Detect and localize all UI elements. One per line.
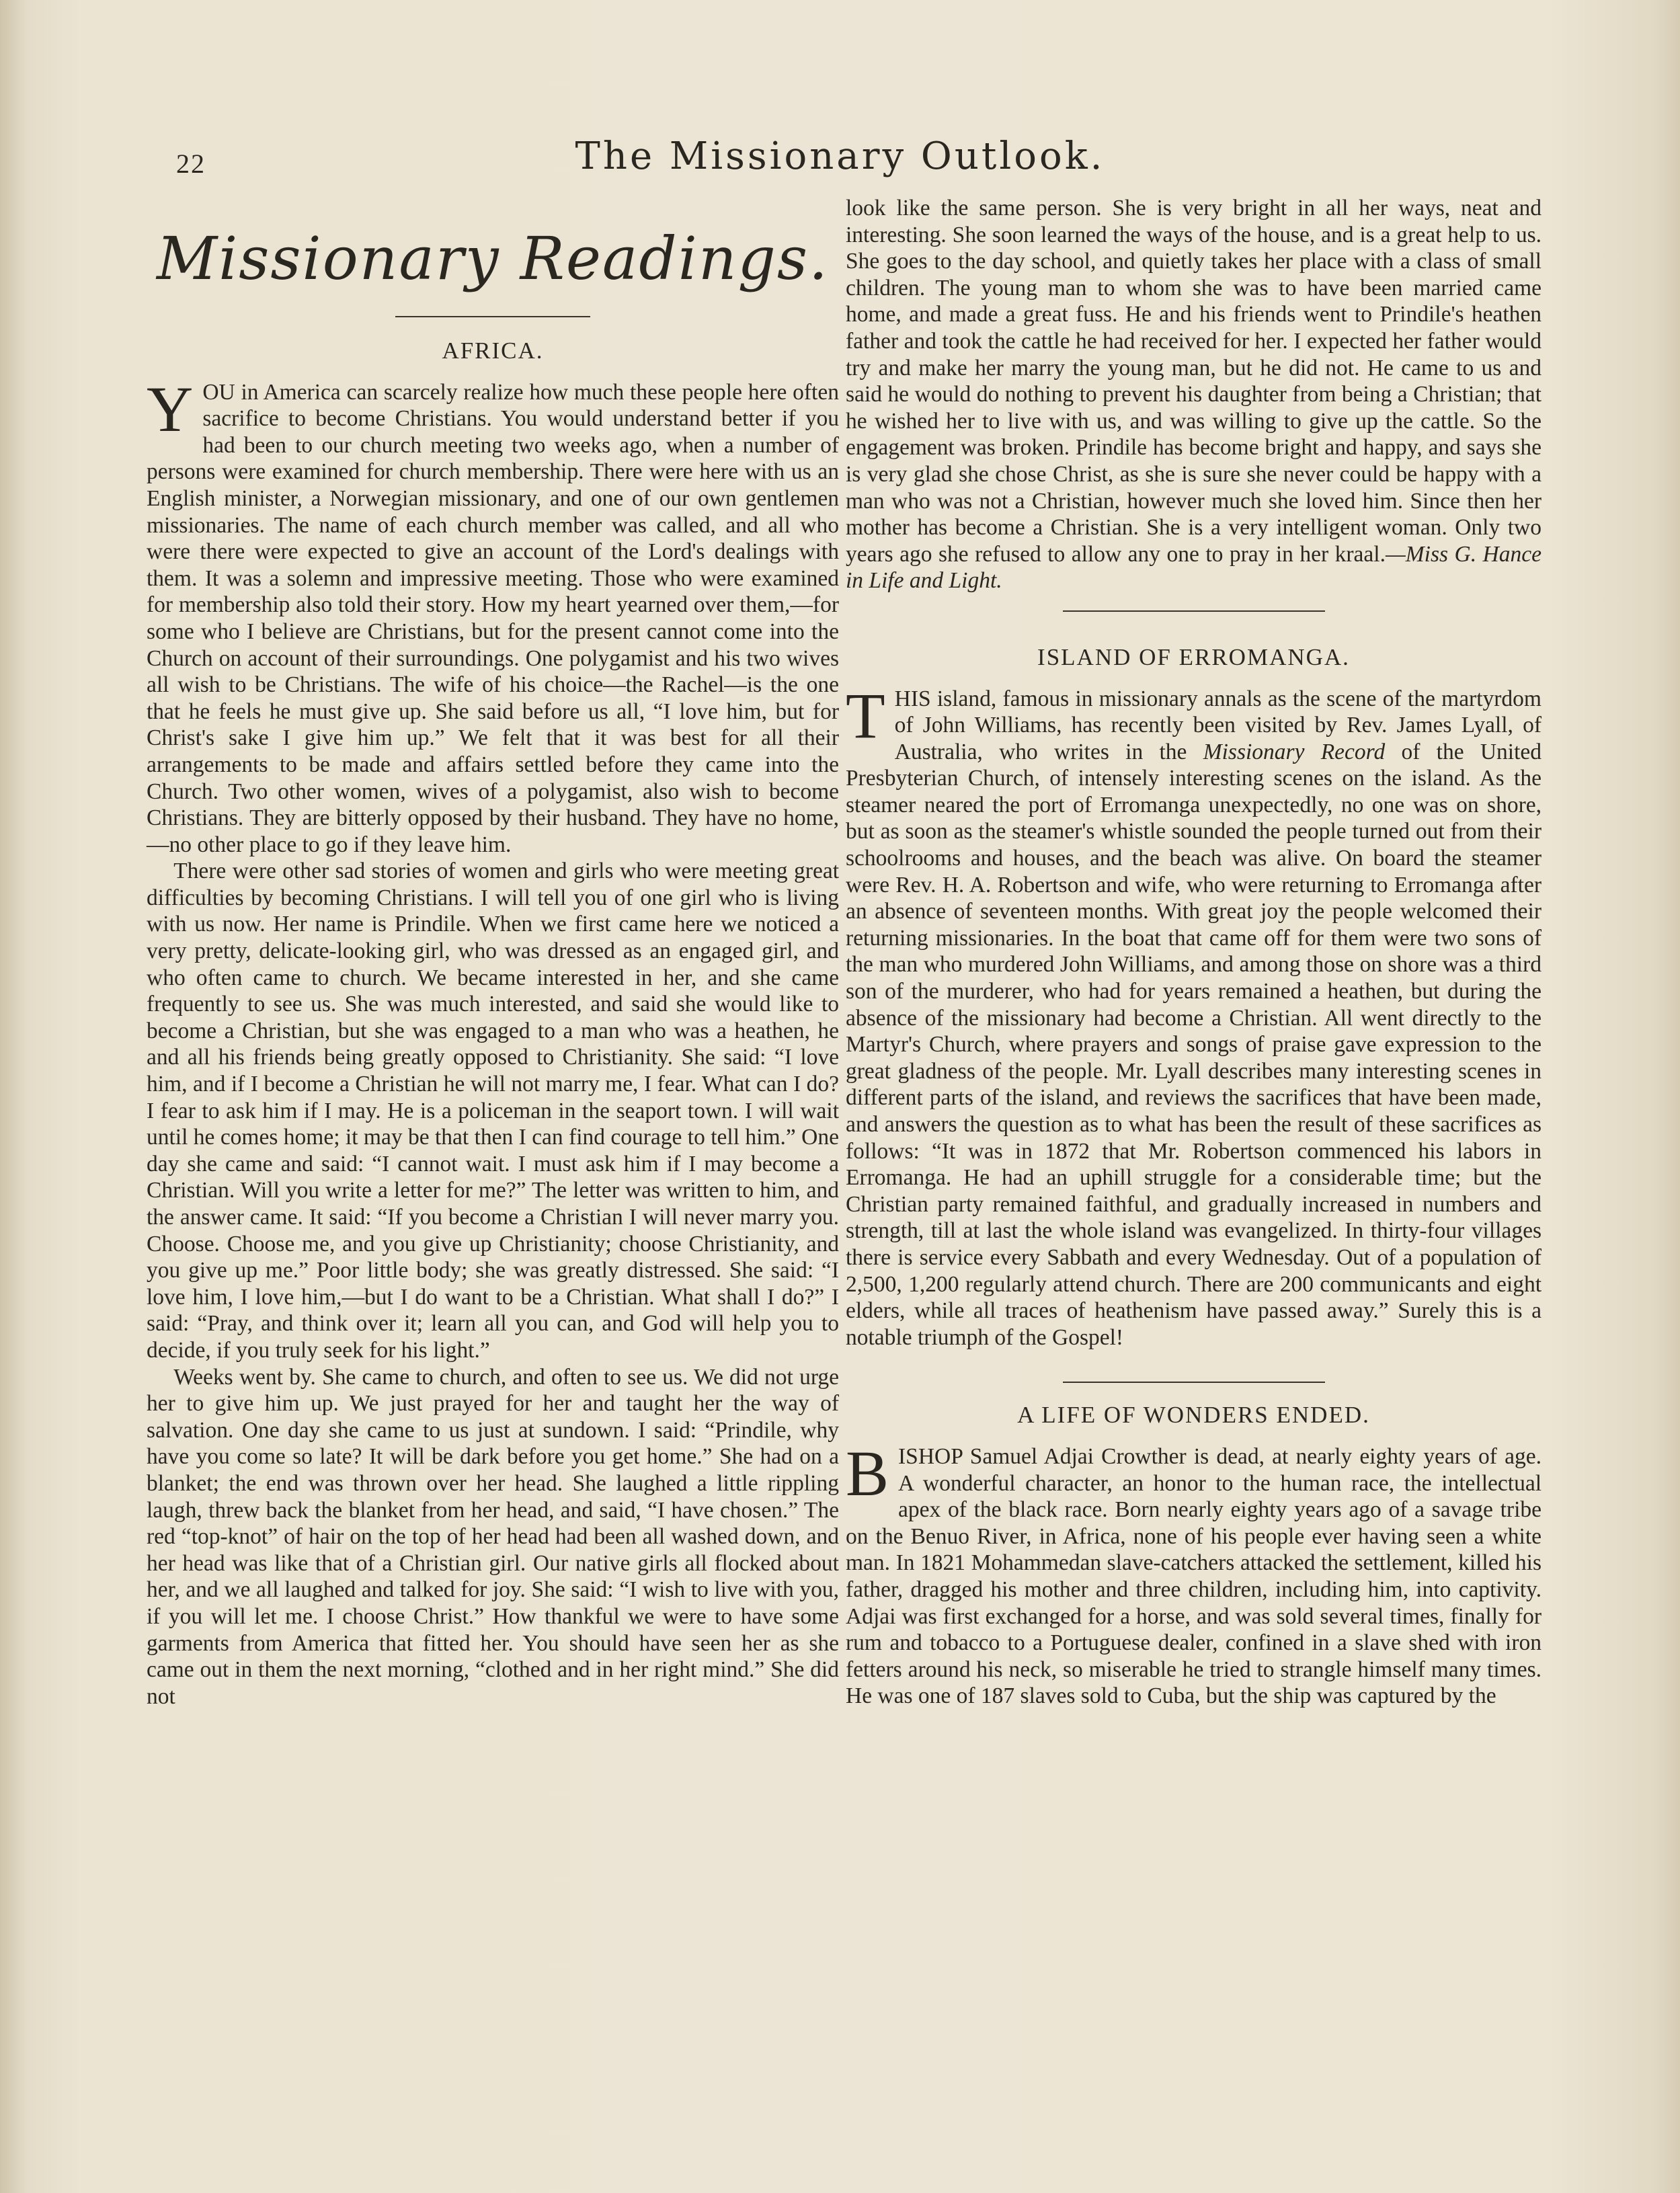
article-heading-crowther: A LIFE OF WONDERS ENDED. bbox=[1017, 1402, 1370, 1429]
article-heading-africa: AFRICA. bbox=[442, 337, 544, 364]
dropcap-crowther: B bbox=[846, 1437, 889, 1509]
article-divider-1 bbox=[1063, 610, 1325, 612]
article-heading-erromanga: ISLAND OF ERROMANGA. bbox=[1037, 643, 1350, 670]
crowther-paragraph bbox=[846, 1437, 1542, 1710]
erromanga-paragraph bbox=[846, 679, 1542, 1351]
africa-paragraph-1 bbox=[147, 372, 839, 859]
erromanga-text-before: HIS island, famous in missionary annals as the scene of the martyrdom of John Williams, has recently been visited by Rev. James Lyall, of Australia, who writes in the bbox=[894, 686, 1542, 764]
dropcap-africa: Y bbox=[147, 372, 194, 445]
africa-paragraph-1-text: OU in America can scarcely realize how much these people here often sacrifice to become Christians. You would understand better if you had been to our church meeting two weeks ago, when a number of persons were examined for church membership. There were here with us an English minister, a Norwegian missionary, and one of our own gentlemen missionaries. The name of each church member was called, and all who were there were expected to give an account of the Lord's dealings with them. It was a solemn and impressive meeting. Those who were examined for membership also told their story. How my heart yearned over them,—for some who I believe are Christians, but for the present cannot come into the Church on account of their surroundings. One polygamist and his two wives all wish to be Christians. The wife of his choice—the Rachel—is the one that he feels he must give up. She said before us all, “I love him, but for Christ's sake I give him up.” We felt that it was best for all their arrangements to be made and affairs settled before they came into the Church. Two other women, wives of a polygamist, also wish to become Christians. They are bitterly opposed by their husband. They have no home,—no other place to go if they leave him. bbox=[147, 379, 839, 857]
africa-paragraph-2: There were other sad stories of women and girls who were meeting great difficulties by becoming Christians. I will tell you of one girl who is living with us now. Her name is Prindile. When we first came here we noticed a very pretty, delicate-looking girl, who was dressed as an engaged girl, and who often came to church. We became interested in her, and she came frequently to see us. She was much interested, and said she would like to become a Christian, but she was engaged to a man who was a heathen, he and all his friends being greatly opposed to Christianity. She said: “I love him, and if I become a Christian he will not marry me, I fear. What can I do? I fear to ask him if I may. He is a policeman in the seaport town. I will wait until he comes home; it may be that then I can find courage to tell him.” One day she came and said: “I cannot wait. I must ask him if I may become a Christian. Will you write a letter for me?” The letter was written to him, and the answer came. It said: “If you become a Christian I will never marry you. Choose. Choose me, and you give up Christianity; choose Christianity, and you give up me.” Poor little body; she was greatly distressed. She said: “I love him, I love him,—but I do want to be a Christian. What shall I do?” I said: “Pray, and think over it; learn all you can, and God will help you to decide, if you truly seek for his light.” bbox=[147, 859, 839, 1363]
erromanga-text-after: of the United Presbyterian Church, of intensely interesting scenes on the island. As the steamer neared the port of Erromanga unexpectedly, no one was on shore, but as soon as the steamer's whistle sounded the people turned out from their schoolrooms and houses, and the beach was alive. On board the steamer were Rev. H. A. Robertson and wife, who were returning to Erromanga after an absence of seventeen months. With great joy the people welcomed their returning missionaries. In the boat that came off for them were two sons of the man who murdered John Williams, and among those on shore was a third son of the murderer, who had for years remained a heathen, but during the absence of the missionary had become a Christian. All went directly to the Martyr's Church, where prayers and songs of praise gave expression to the great gladness of the people. Mr. Lyall describes many interesting scenes in different parts of the island, and reviews the sacrifices that have been made, and answers the question as to what has been the result of these sacrifices as follows: “It was in 1872 that Mr. Robertson commenced his labors in Erromanga. He had an uphill struggle for a considerable time; but the Christian party remained faithful, and gradually increased in numbers and strength, till at last the whole island was evangelized. In thirty-four villages there is service every Sabbath and every Wednesday. Out of a population of 2,500, 1,200 regularly attend church. There are 200 communicants and eight elders, while all traces of heathenism have passed away.” Surely this is a notable triumph of the Gospel! bbox=[846, 739, 1542, 1350]
africa-paragraph-4 bbox=[846, 195, 1542, 594]
africa-paragraph-4-text: look like the same person. She is very bright in all her ways, neat and interesting. She soon learned the ways of the house, and is a great help to us. She goes to the day school, and quietly takes her place with a class of small children. The young man to whom she was to have been married came home, and made a great fuss. He and his friends went to Prindile's heathen father and took the cattle he had received for her. I expected her father would try and make her marry the young man, but he did not. He came to us and said he would do nothing to prevent his daughter from being a Christian; that he wished her to live with us, and was willing to give up the cattle. So the engagement was broken. Prindile has become bright and happy, and says she is very glad she chose Christ, as she is sure she never could be happy with a man who was not a Christian, however much she loved him. Since then her mother has become a Christian. She is a very intelligent woman. Only two years ago she refused to allow any one to pray in her kraal. bbox=[846, 196, 1542, 567]
spacer bbox=[846, 1351, 1542, 1382]
erromanga-source: Missionary Record bbox=[1203, 739, 1386, 764]
section-title: Missionary Readings. bbox=[156, 224, 829, 293]
running-head bbox=[0, 134, 1680, 188]
article-divider-2 bbox=[1063, 1382, 1325, 1383]
left-column bbox=[147, 208, 839, 1710]
journal-title: The Missionary Outlook. bbox=[575, 134, 1105, 178]
right-column bbox=[846, 195, 1542, 1710]
title-divider bbox=[395, 316, 590, 317]
africa-byline: —Miss G. Hance in Life and Light. bbox=[846, 541, 1542, 594]
page-number: 22 bbox=[176, 149, 206, 179]
africa-paragraph-3: Weeks went by. She came to church, and often to see us. We did not urge her to give him up. We just prayed for her and taught her the way of salvation. One day she came to us just at sundown. I said: “Prindile, why have you come so late? It will be dark before you get home.” She had on a blanket; the end was thrown over her head. She laughed a little rippling laugh, threw back the blanket from her head, and said, “I have chosen.” The red “top-knot” of hair on the top of her head had been all washed down, and her head was like that of a Christian girl. Our native girls all flocked about her, and we all laughed and talked for joy. She said: “I wish to live with you, if you will let me. I choose Christ.” How thankful we were to have some garments from America that fitted her. You should have seen her as she came out in them the next morning, “clothed and in her right mind.” She did not bbox=[147, 1364, 839, 1709]
dropcap-erromanga: T bbox=[846, 679, 885, 752]
crowther-text: ISHOP Samuel Adjai Crowther is dead, at nearly eighty years of age. A wonderful character, an honor to the human race, the intellectual apex of the black race. Born nearly eighty years ago of a savage tribe on the Benuo River, in Africa, none of his people ever having seen a white man. In 1821 Mohammedan slave-catchers attacked the settlement, killed his father, dragged his mother and three children, including him, into captivity. Adjai was first exchanged for a horse, and was sold several times, finally for rum and tobacco to a Portuguese dealer, confined in a slave shed with iron fetters around his neck, so miserable he tried to strangle himself many times. He was one of 187 slaves sold to Cuba, but the ship was captured by the bbox=[846, 1443, 1542, 1709]
